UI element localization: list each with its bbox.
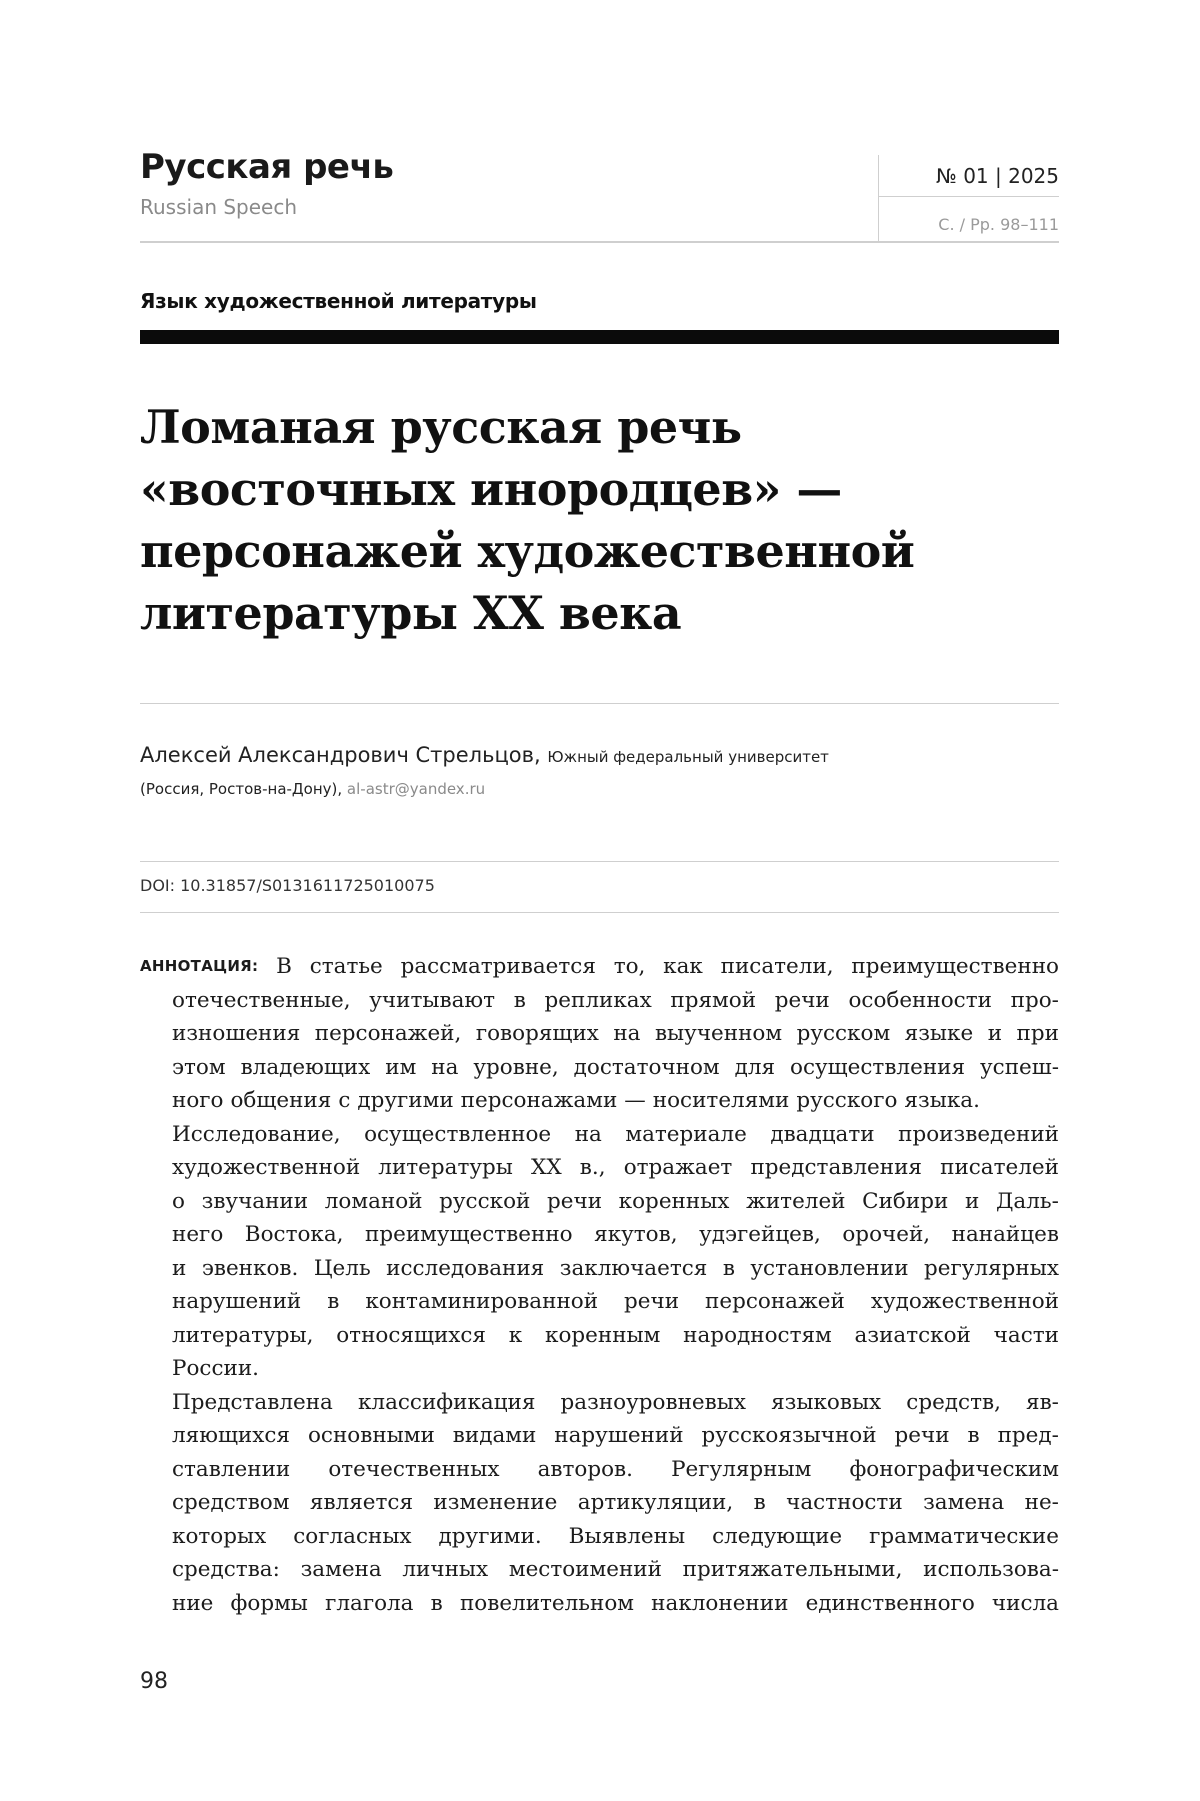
abstract-word: осуществленное — [364, 1121, 552, 1147]
abstract-word: русскоязычной — [701, 1423, 877, 1448]
abstract-word: речи — [624, 1289, 680, 1314]
abstract-line — [140, 1386, 1059, 1420]
abstract-word: Востока, — [244, 1222, 344, 1247]
page-range: С. / Pp. 98–111 — [938, 215, 1059, 234]
abstract-word: материале — [625, 1121, 747, 1147]
abstract-word: речи — [774, 987, 830, 1013]
article-title — [140, 396, 1059, 644]
abstract-line — [140, 1151, 1059, 1185]
abstract-word: согласных — [293, 1523, 412, 1549]
abstract-word: коренным — [545, 1322, 661, 1348]
abstract-word: персонажей — [705, 1289, 845, 1314]
doi-divider-top — [140, 861, 1059, 862]
abstract-word: авторов. — [537, 1456, 633, 1482]
abstract-word: и — [987, 1021, 1003, 1046]
abstract-word: как — [663, 954, 703, 979]
abstract-word: осуществления — [790, 1054, 966, 1080]
section-heading: Язык художественной литературы — [140, 289, 537, 313]
page-number: 98 — [140, 1669, 168, 1694]
abstract-word: про- — [1010, 987, 1059, 1013]
abstract-word: говорящих — [475, 1021, 599, 1046]
abstract-word: рассматривается — [400, 954, 596, 979]
abstract-word: в — [753, 1490, 766, 1515]
abstract-word: достаточном — [573, 1054, 720, 1080]
abstract-word: средств, — [906, 1389, 1001, 1415]
abstract-word: следующие — [712, 1523, 843, 1549]
abstract-word: относящихся — [336, 1322, 486, 1348]
abstract-word: звучании — [201, 1188, 309, 1214]
abstract-word: представления — [750, 1155, 922, 1180]
abstract-word: Выявлены — [568, 1523, 686, 1549]
abstract-word: установлении — [750, 1255, 909, 1281]
abstract-word: использова- — [923, 1557, 1059, 1582]
abstract-word: контаминированной — [365, 1289, 599, 1314]
abstract-word: местоимений — [508, 1557, 662, 1582]
author-email-link[interactable]: al-astr@yandex.ru — [346, 780, 486, 798]
journal-subtitle: Russian Speech — [140, 195, 298, 219]
abstract-line — [140, 1218, 1059, 1252]
abstract-word: ляющихся — [172, 1423, 290, 1448]
abstract-word: средством — [172, 1490, 290, 1515]
abstract-word: им — [385, 1054, 417, 1080]
header-divider-vertical — [878, 155, 879, 242]
abstract-word: в., — [579, 1155, 606, 1180]
abstract-word: глагола — [325, 1590, 414, 1616]
abstract-word: личных — [402, 1557, 489, 1582]
abstract-line — [140, 1118, 1059, 1152]
abstract-word: замена — [923, 1490, 1005, 1515]
doi: DOI: 10.31857/S0131611725010075 — [140, 876, 435, 895]
abstract-word: другими. — [438, 1523, 542, 1549]
abstract-word: литературы — [378, 1155, 513, 1180]
author-location-line — [140, 782, 485, 797]
abstract-word: прямой — [670, 987, 757, 1013]
abstract-word: персонажей, — [314, 1021, 462, 1046]
abstract-word: исследования — [386, 1255, 545, 1281]
abstract-word: русском — [796, 1021, 891, 1046]
abstract-word: разноуровневых — [560, 1389, 746, 1415]
abstract-line — [140, 1352, 1059, 1386]
abstract-word: общения — [230, 1088, 332, 1113]
abstract-line — [140, 1553, 1059, 1587]
abstract-word: уровне, — [473, 1054, 559, 1080]
abstract-word: к — [508, 1322, 523, 1348]
abstract-line — [140, 984, 1059, 1018]
abstract-word: Регулярным — [671, 1456, 812, 1482]
abstract-line — [140, 1419, 1059, 1453]
abstract-line — [140, 1017, 1059, 1051]
abstract-word: отражает — [623, 1155, 733, 1180]
abstract-word: В — [276, 954, 292, 979]
abstract-word: является — [309, 1490, 414, 1515]
abstract-line — [140, 1252, 1059, 1286]
abstract-word: — — [624, 1088, 646, 1113]
abstract-word: Сибири — [862, 1188, 949, 1214]
abstract-word: яв- — [1026, 1389, 1059, 1415]
abstract — [140, 950, 1059, 1620]
abstract-word: двадцати — [770, 1121, 875, 1147]
author-location: (Россия, Ростов-на-Дону), — [140, 780, 343, 798]
abstract-word: речи — [547, 1188, 603, 1214]
abstract-word: части — [993, 1322, 1059, 1348]
abstract-word: не- — [1024, 1490, 1059, 1515]
abstract-line — [140, 1587, 1059, 1621]
abstract-word: России. — [172, 1356, 259, 1381]
abstract-word: артикуляции, — [577, 1490, 734, 1515]
abstract-word: ного — [172, 1088, 224, 1113]
abstract-word: ставлении — [172, 1456, 291, 1482]
abstract-word: ние — [172, 1590, 214, 1616]
abstract-word: статье — [309, 954, 383, 979]
abstract-word: эвенков. — [201, 1255, 299, 1281]
abstract-word: о — [172, 1188, 185, 1214]
abstract-word: писателей — [940, 1155, 1059, 1180]
abstract-word: в — [513, 987, 526, 1013]
abstract-word: формы — [230, 1590, 308, 1616]
section-bar — [140, 330, 1059, 344]
abstract-word: то, — [613, 954, 646, 979]
abstract-line — [140, 1520, 1059, 1554]
abstract-word: нарушений — [554, 1423, 684, 1448]
abstract-word: Даль- — [995, 1188, 1059, 1214]
abstract-word: особенности — [848, 987, 992, 1013]
abstract-word: языке — [904, 1021, 974, 1046]
abstract-word: в — [722, 1255, 735, 1281]
abstract-word: носителями — [652, 1088, 790, 1113]
author-affiliation: Южный федеральный университет — [547, 748, 829, 766]
abstract-word: художественной — [870, 1289, 1059, 1314]
abstract-word: персонажами — [460, 1088, 618, 1113]
abstract-word: на — [613, 1021, 641, 1046]
title-line: литературы XX века — [140, 586, 682, 640]
abstract-word: при — [1016, 1021, 1059, 1046]
abstract-word: владеющих — [240, 1054, 371, 1080]
abstract-word: языка. — [904, 1088, 980, 1113]
abstract-word: удэгейцев, — [699, 1222, 821, 1247]
abstract-word: коренных — [618, 1188, 730, 1214]
abstract-word: в — [327, 1289, 340, 1314]
abstract-word: наклонении — [651, 1590, 789, 1616]
abstract-word: азиатской — [854, 1322, 971, 1348]
abstract-word: выученном — [654, 1021, 783, 1046]
abstract-word: писатели, — [720, 954, 834, 979]
abstract-word: Представлена — [172, 1389, 333, 1415]
title-divider — [140, 703, 1059, 704]
abstract-word: якутов, — [594, 1222, 678, 1247]
abstract-line — [140, 1051, 1059, 1085]
abstract-line — [140, 1319, 1059, 1353]
abstract-word: литературы, — [172, 1322, 314, 1348]
abstract-word: заключается — [559, 1255, 708, 1281]
abstract-word: притяжательными, — [682, 1557, 903, 1582]
abstract-word: ломаной — [324, 1188, 423, 1214]
abstract-word: на — [574, 1121, 602, 1147]
abstract-word: фонографическим — [849, 1456, 1059, 1482]
abstract-word: для — [734, 1054, 776, 1080]
abstract-word: этом — [172, 1054, 226, 1080]
abstract-word: орочей, — [842, 1222, 931, 1247]
abstract-word: в — [967, 1423, 980, 1448]
abstract-word: языковых — [771, 1389, 882, 1415]
abstract-word: русского — [796, 1088, 898, 1113]
abstract-word: числа — [991, 1590, 1059, 1616]
abstract-word: которых — [172, 1523, 267, 1549]
issue-divider — [878, 196, 1059, 197]
author-name: Алексей Александрович Стрельцов, — [140, 743, 541, 767]
abstract-line — [140, 1486, 1059, 1520]
abstract-word: жителей — [746, 1188, 846, 1214]
abstract-line — [140, 1453, 1059, 1487]
abstract-word: другими — [357, 1088, 454, 1113]
abstract-word: репликах — [544, 987, 652, 1013]
abstract-word: Исследование, — [172, 1121, 341, 1147]
title-line: «восточных инородцев» — — [140, 462, 842, 516]
abstract-word: регулярных — [924, 1255, 1059, 1281]
abstract-word: на — [431, 1054, 459, 1080]
abstract-word: XX — [531, 1155, 562, 1180]
title-line: Ломаная русская речь — [140, 400, 742, 454]
abstract-line — [140, 1185, 1059, 1219]
abstract-word: замена — [300, 1557, 382, 1582]
doi-divider-bottom — [140, 912, 1059, 913]
abstract-word: изношения — [172, 1021, 301, 1046]
abstract-label: АННОТАЦИЯ: — [140, 957, 259, 975]
abstract-word: пред- — [997, 1423, 1059, 1448]
abstract-line — [140, 1285, 1059, 1319]
abstract-word: нанайцев — [951, 1222, 1059, 1247]
abstract-line — [140, 950, 1059, 984]
abstract-word: с — [338, 1088, 351, 1113]
abstract-word: преимущественно — [365, 1222, 573, 1247]
abstract-word: него — [172, 1222, 224, 1247]
abstract-line — [140, 1084, 1059, 1118]
abstract-word: единственного — [805, 1590, 975, 1616]
abstract-word: грамматические — [869, 1523, 1059, 1549]
abstract-word: изменение — [433, 1490, 558, 1515]
issue-number: № 01 | 2025 — [936, 164, 1059, 188]
abstract-word: в — [430, 1590, 443, 1616]
title-line: персонажей художественной — [140, 524, 915, 578]
abstract-word: классификация — [357, 1389, 536, 1415]
abstract-word: частности — [786, 1490, 903, 1515]
abstract-word: отечественные, — [172, 987, 351, 1013]
abstract-word: художественной — [172, 1155, 361, 1180]
abstract-word: русской — [439, 1188, 531, 1214]
abstract-word: преимущественно — [851, 954, 1059, 979]
abstract-word: видами — [452, 1423, 537, 1448]
abstract-word: повелительном — [459, 1590, 635, 1616]
abstract-word: и — [964, 1188, 980, 1214]
abstract-word: средства: — [172, 1557, 280, 1582]
header-divider — [140, 241, 1059, 243]
abstract-word: нарушений — [172, 1289, 302, 1314]
abstract-word: основными — [307, 1423, 435, 1448]
abstract-word: произведений — [898, 1121, 1059, 1147]
journal-title: Русская речь — [140, 147, 394, 187]
abstract-word: учитывают — [369, 987, 496, 1013]
abstract-word: отечественных — [328, 1456, 500, 1482]
abstract-word: и — [172, 1255, 187, 1281]
abstract-word: успеш- — [980, 1054, 1059, 1080]
abstract-word: Цель — [313, 1255, 371, 1281]
abstract-word: речи — [894, 1423, 950, 1448]
abstract-word: народностям — [683, 1322, 832, 1348]
author-line — [140, 745, 829, 766]
